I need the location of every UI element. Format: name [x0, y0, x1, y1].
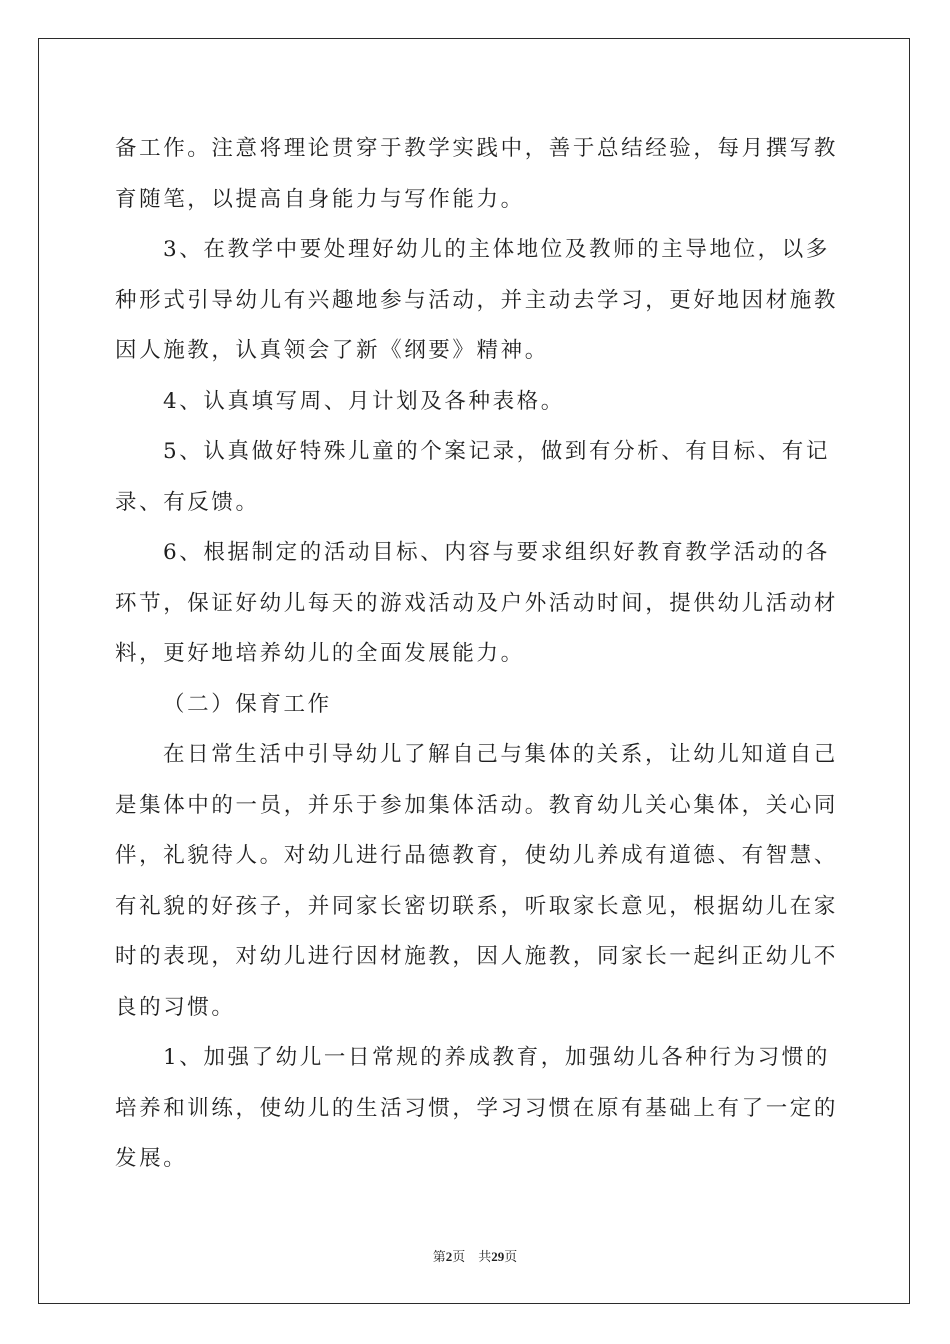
text-line: 录、有反馈。 — [115, 489, 260, 515]
footer-prefix: 第 — [432, 1249, 446, 1264]
text-line: 料，更好地培养幼儿的全面发展能力。 — [115, 641, 525, 666]
page-footer — [0, 1246, 950, 1265]
text-line: 种形式引导幼儿有兴趣地参与活动，并主动去学习，更好地因材施教 — [115, 287, 839, 313]
text-line: 培养和训练，使幼儿的生活习惯，学习习惯在原有基础上有了一定的 — [115, 1095, 839, 1121]
footer-total-pages: 29 — [491, 1249, 505, 1264]
text-line: 因人施教，认真领会了新《纲要》精神。 — [115, 338, 549, 363]
text-line: 是集体中的一员，并乐于参加集体活动。教育幼儿关心集体，关心同 — [115, 792, 839, 818]
footer-suffix: 页 — [504, 1249, 518, 1264]
text-line: 时的表现，对幼儿进行因材施教，因人施教，同家长一起纠正幼儿不 — [115, 944, 839, 969]
text-line: 5、认真做好特殊儿童的个案记录，做到有分析、有目标、有记 — [163, 439, 830, 464]
text-line: 在日常生活中引导幼儿了解自己与集体的关系，让幼儿知道自己 — [163, 742, 838, 767]
text-line: （二）保育工作 — [163, 691, 332, 717]
text-line: 6、根据制定的活动目标、内容与要求组织好教育教学活动的各 — [163, 540, 830, 565]
footer-mid: 页 共 — [452, 1249, 492, 1264]
text-line: 1、加强了幼儿一日常规的养成教育，加强幼儿各种行为习惯的 — [163, 1045, 830, 1070]
text-line: 伴，礼貌待人。对幼儿进行品德教育，使幼儿养成有道德、有智慧、 — [115, 843, 839, 868]
text-line: 3、在教学中要处理好幼儿的主体地位及教师的主导地位，以多 — [163, 237, 830, 262]
text-line: 育随笔，以提高自身能力与写作能力。 — [115, 186, 525, 212]
footer-page-number: 2 — [445, 1249, 453, 1264]
text-line: 良的习惯。 — [115, 994, 236, 1020]
text-line: 有礼貌的好孩子，并同家长密切联系，听取家长意见，根据幼儿在家 — [115, 893, 839, 919]
document-body — [115, 124, 839, 1185]
text-line: 备工作。注意将理论贯穿于教学实践中，善于总结经验，每月撰写教 — [115, 136, 839, 161]
text-line: 环节，保证好幼儿每天的游戏活动及户外活动时间，提供幼儿活动材 — [115, 590, 839, 616]
text-line: 4、认真填写周、月计划及各种表格。 — [163, 388, 565, 414]
text-line: 发展。 — [115, 1146, 188, 1171]
